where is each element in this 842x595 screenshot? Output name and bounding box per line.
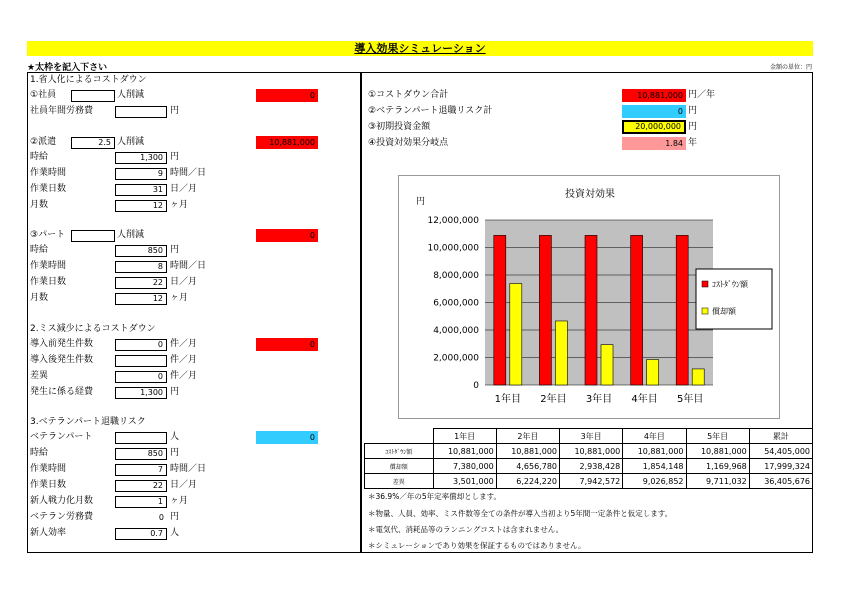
unit-note: 金額の単位：円 <box>769 64 812 71</box>
newbie-efficiency-input[interactable]: 0.7 <box>115 528 167 540</box>
mistake-row-unit: 件／月 <box>170 355 198 365</box>
mistake-before-input[interactable]: 0 <box>115 339 167 351</box>
table-row <box>365 444 813 459</box>
part-days-input[interactable]: 22 <box>115 277 167 289</box>
note-text: ＊物量、人員、効率、ミス件数等全ての条件が導入当初より5年間一定条件と仮定します。 <box>368 509 673 518</box>
mistake-row-unit: 円 <box>170 387 180 397</box>
summary-unit: 年 <box>688 138 698 148</box>
title-bar <box>27 41 813 56</box>
table-cell: 10,881,000 <box>623 444 686 459</box>
y-axis-label: 円 <box>416 197 426 207</box>
veteran-label: ベテランパート <box>30 432 93 442</box>
chart-title: 投資対効果 <box>565 189 615 200</box>
part-row-unit: 時間／日 <box>170 261 207 271</box>
veteran-row-label: 作業日数 <box>30 480 67 490</box>
initial-investment-input[interactable]: 20,000,000 <box>622 120 686 134</box>
yearly-table <box>364 428 813 489</box>
table-corner <box>365 429 434 444</box>
summary-label: ③初期投資金額 <box>368 122 431 132</box>
note-text: ＊シミュレーションであり効果を保証するものではありません。 <box>368 541 586 550</box>
table-row <box>365 459 813 474</box>
table-header-row <box>365 429 813 444</box>
dispatch-row-label: 作業日数 <box>30 184 67 194</box>
mistake-row-label: 発生に係る経費 <box>30 387 94 397</box>
table-cell: 9,026,852 <box>623 474 686 489</box>
dispatch-count-unit: 人削減 <box>117 137 145 147</box>
legend-box <box>696 269 772 329</box>
legend <box>696 269 772 329</box>
part-label: ③パート <box>30 230 66 240</box>
table-row <box>365 474 813 489</box>
veteran-row-label: 時給 <box>30 448 49 458</box>
bar-depreciation <box>510 284 522 385</box>
input-panel <box>27 72 361 553</box>
table-header: 5年目 <box>686 429 749 444</box>
table-row-label: 差異 <box>365 474 434 489</box>
table-cell: 2,938,428 <box>560 459 623 474</box>
x-tick-label: 1年目 <box>494 394 521 405</box>
table-row-label: 償却額 <box>365 459 434 474</box>
legend-swatch-cost-down <box>702 281 708 287</box>
summary-unit: 円 <box>688 122 698 132</box>
mistake-row-label: 導入前発生件数 <box>30 339 94 349</box>
veteran-result: 0 <box>256 431 318 444</box>
dispatch-row-label: 時給 <box>30 152 49 162</box>
part-row-unit: 日／月 <box>170 277 198 287</box>
table-header: 3年目 <box>560 429 623 444</box>
y-tick-label: 4,000,000 <box>433 326 479 336</box>
dispatch-row-label: 月数 <box>30 200 49 210</box>
dispatch-hours-input[interactable]: 9 <box>115 168 167 180</box>
bar-cost-down <box>494 235 506 385</box>
part-row-label: 作業日数 <box>30 277 67 287</box>
veteran-row-unit: 日／月 <box>170 480 198 490</box>
table-cell: 10,881,000 <box>496 444 559 459</box>
table-cell: 10,881,000 <box>686 444 749 459</box>
y-tick-label: 8,000,000 <box>433 271 479 281</box>
table-cell: 7,380,000 <box>433 459 496 474</box>
veteran-row-unit: 円 <box>170 448 180 458</box>
training-months-input[interactable]: 1 <box>115 496 167 508</box>
table-cell: 6,224,220 <box>496 474 559 489</box>
legend-swatch-depreciation <box>702 308 708 314</box>
section1-heading: 1.省人化によるコストダウン <box>30 75 147 85</box>
bar-cost-down <box>585 235 597 385</box>
veteran-row-label: 新人戦力化月数 <box>30 496 94 506</box>
veteran-days-input[interactable]: 22 <box>115 480 167 492</box>
bar-cost-down <box>539 235 551 385</box>
staff-cost-unit: 円 <box>170 106 180 116</box>
part-row-unit: 円 <box>170 245 180 255</box>
y-tick-label: 0 <box>473 381 479 391</box>
table-cell: 10,881,000 <box>560 444 623 459</box>
bar-depreciation <box>601 345 613 385</box>
staff-label: ①社員 <box>30 90 57 100</box>
staff-cost-label: 社員年間労務費 <box>30 106 94 116</box>
x-tick-label: 5年目 <box>677 394 704 405</box>
table-cell: 3,501,000 <box>433 474 496 489</box>
veteran-row-label: 作業時間 <box>30 464 67 474</box>
table-cell: 1,854,148 <box>623 459 686 474</box>
summary-cost-down-value: 10,881,000 <box>622 89 686 102</box>
veteran-row-unit: 時間／日 <box>170 464 207 474</box>
table-header: 2年目 <box>496 429 559 444</box>
summary-breakeven-value: 1.84 <box>622 137 686 150</box>
investment-chart <box>398 175 780 419</box>
note-text: ＊電気代、消耗品等のランニングコストは含まれません。 <box>368 525 564 534</box>
veteran-row-label: ベテラン労務費 <box>30 512 94 522</box>
bar-depreciation <box>555 321 567 385</box>
veteran-row-label: 新人効率 <box>30 528 67 538</box>
part-result: 0 <box>256 229 318 242</box>
mistake-result: 0 <box>256 338 318 351</box>
part-wage-input[interactable]: 850 <box>115 245 167 257</box>
table-cell: 36,405,676 <box>749 474 812 489</box>
section2-heading: 2.ミス減少によるコストダウン <box>30 324 156 334</box>
part-count-unit: 人削減 <box>117 230 145 240</box>
y-tick-label: 12,000,000 <box>427 216 479 226</box>
part-row-unit: ヶ月 <box>170 293 189 303</box>
table-cell: 1,169,968 <box>686 459 749 474</box>
x-tick-label: 3年目 <box>585 394 613 405</box>
x-tick-label: 2年目 <box>540 394 567 405</box>
part-count-input[interactable] <box>71 230 115 242</box>
legend-label-cost-down: ｺｽﾄﾀﾞｳﾝ額 <box>712 280 748 289</box>
mistake-cost-input[interactable]: 1,300 <box>115 387 167 399</box>
y-tick-label: 10,000,000 <box>427 243 479 254</box>
summary-label: ④投資対効果分岐点 <box>368 138 449 148</box>
veteran-cost-value: 0 <box>158 513 164 522</box>
bar-depreciation <box>692 369 704 385</box>
part-months-input[interactable]: 12 <box>115 293 167 305</box>
mistake-row-unit: 件／月 <box>170 339 198 349</box>
veteran-hours-input[interactable]: 7 <box>115 464 167 476</box>
table-cell: 4,656,780 <box>496 459 559 474</box>
bar-cost-down <box>676 235 688 385</box>
mistake-row-label: 差異 <box>30 371 49 381</box>
table-cell: 10,881,000 <box>433 444 496 459</box>
part-row-label: 月数 <box>30 293 49 303</box>
table-cell: 9,711,032 <box>686 474 749 489</box>
dispatch-row-unit: ヶ月 <box>170 200 189 210</box>
dispatch-row-unit: 日／月 <box>170 184 198 194</box>
dispatch-row-label: 作業時間 <box>30 168 67 178</box>
staff-cost-input[interactable] <box>115 106 167 118</box>
page-title: 導入効果シミュレーション <box>354 42 486 55</box>
x-tick-label: 4年目 <box>631 394 658 405</box>
mistake-after-input[interactable] <box>115 355 167 367</box>
dispatch-count-input[interactable]: 2.5 <box>71 137 115 149</box>
staff-count-input[interactable] <box>71 90 115 102</box>
dispatch-days-input[interactable]: 31 <box>115 184 167 196</box>
dispatch-label: ②派遣 <box>30 137 57 147</box>
summary-unit: 円／年 <box>688 90 716 100</box>
veteran-row-unit: 人 <box>170 528 180 538</box>
summary-unit: 円 <box>688 106 698 116</box>
veteran-unit: 人 <box>170 432 180 442</box>
dispatch-row-unit: 円 <box>170 152 180 162</box>
veteran-row-unit: ヶ月 <box>170 496 189 506</box>
part-row-label: 時給 <box>30 245 49 255</box>
table-cell: 7,942,572 <box>560 474 623 489</box>
table-header: 1年目 <box>433 429 496 444</box>
dispatch-months-input[interactable]: 12 <box>115 200 167 212</box>
y-tick-label: 6,000,000 <box>433 298 479 309</box>
dispatch-result: 10,881,000 <box>256 136 318 149</box>
note-text: ＊36.9%／年の5年定率償却とします。 <box>368 492 501 501</box>
table-cell: 54,405,000 <box>749 444 812 459</box>
mistake-row-unit: 件／月 <box>170 371 198 381</box>
table-cell: 17,999,324 <box>749 459 812 474</box>
summary-label: ①コストダウン合計 <box>368 90 449 100</box>
veteran-count-input[interactable] <box>115 432 167 444</box>
table-row-label: ｺｽﾄﾀﾞｳﾝ額 <box>365 444 434 459</box>
part-hours-input[interactable]: 8 <box>115 261 167 273</box>
summary-label: ②ベテランパート退職リスク計 <box>368 106 493 116</box>
mistake-row-label: 導入後発生件数 <box>30 355 94 365</box>
veteran-row-unit: 円 <box>170 512 180 522</box>
summary-veteran-value: 0 <box>622 105 686 118</box>
staff-count-unit: 人削減 <box>117 90 145 100</box>
dispatch-row-unit: 時間／日 <box>170 168 207 178</box>
instruction-text: ★太枠を記入下さい <box>27 63 108 73</box>
staff-result: 0 <box>256 89 318 102</box>
veteran-wage-input[interactable]: 850 <box>115 448 167 460</box>
table-header: 4年目 <box>623 429 686 444</box>
y-tick-label: 2,000,000 <box>433 353 479 364</box>
legend-label-depreciation: 償却額 <box>712 307 736 316</box>
bar-cost-down <box>631 235 643 385</box>
section3-heading: 3.ベテランパート退職リスク <box>30 417 146 427</box>
part-row-label: 作業時間 <box>30 261 67 271</box>
bar-depreciation <box>647 360 659 385</box>
mistake-diff-value: 0 <box>115 371 167 383</box>
table-header: 累計 <box>749 429 812 444</box>
dispatch-wage-input[interactable]: 1,300 <box>115 152 167 164</box>
